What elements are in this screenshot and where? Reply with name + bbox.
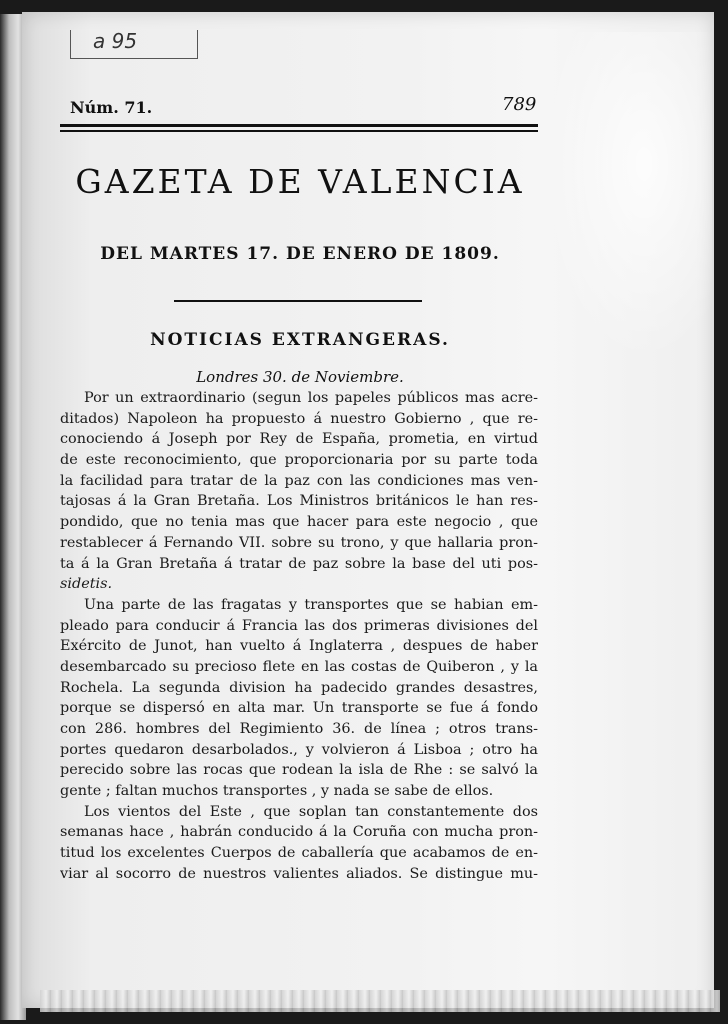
paragraph <box>60 802 538 885</box>
issue-date: DEL MARTES 17. DE ENERO DE 1809. <box>100 244 500 264</box>
header-rule-bottom <box>60 130 538 132</box>
text-line: ditados) Napoleon ha propuesto á nuestro Gobierno , que re- <box>60 410 538 427</box>
title-divider <box>174 300 422 302</box>
shelfmark-label: a 95 <box>70 30 198 59</box>
text-line: Los vientos del Este , que soplan tan constantemente dos <box>84 803 538 820</box>
text-line: de este reconocimiento, que proporcionaria por su parte toda <box>60 452 538 469</box>
text-line: sidetis. <box>60 576 113 593</box>
text-line: Por un extraordinario (segun los papeles públicos mas acre- <box>84 390 538 406</box>
text-line: ta á la Gran Bretaña á tratar de paz sobre la base del uti pos- <box>60 555 538 572</box>
paragraph <box>60 595 538 802</box>
text-line: titud los excelentes Cuerpos de caballería que acabamos de en- <box>60 845 538 862</box>
text-line: Rochela. La segunda division ha padecido grandes desastres, <box>60 679 538 696</box>
text-line: gente ; faltan muchos transportes , y nada se sabe de ellos. <box>60 783 494 800</box>
text-line: Exército de Junot, han vuelto á Inglaterra , despues de haber <box>60 638 538 655</box>
section-heading: NOTICIAS EXTRANGERAS. <box>150 330 450 350</box>
text-line: viar al socorro de nuestros valientes aliados. Se distingue mu- <box>60 865 538 882</box>
page-number: 789 <box>502 94 537 115</box>
text-line: tajosas á la Gran Bretaña. Los Ministros británicos le han res- <box>60 493 538 510</box>
dateline: Londres 30. de Noviembre. <box>196 368 404 386</box>
text-line: conociendo á Joseph por Rey de España, prometia, en virtud <box>60 431 538 448</box>
paper-stain <box>542 32 712 362</box>
text-line: desembarcado su precioso flete en las costas de Quiberon , y la <box>60 658 538 675</box>
issue-number: Núm. 71. <box>70 98 153 117</box>
text-line: pondido, que no tenia mas que hacer para este negocio , que <box>60 514 538 531</box>
text-line: pleado para conducir á Francia las dos primeras divisiones del <box>60 617 538 634</box>
text-line: restablecer á Fernando VII. sobre su trono, y que hallaria pron- <box>60 534 538 551</box>
paragraph <box>60 388 538 595</box>
text-line: perecido sobre las rocas que rodean la isla de Rhe : se salvó la <box>60 762 538 779</box>
text-line: semanas hace , habrán conducido á la Coruña con mucha pron- <box>60 824 538 841</box>
header-rule-top <box>60 124 538 127</box>
text-line: la facilidad para tratar de la paz con las condiciones mas ven- <box>60 472 538 489</box>
page-stack-edge <box>40 990 720 1012</box>
text-line: portes quedaron desarbolados., y volvieron á Lisboa ; otro ha <box>60 741 538 758</box>
newspaper-page <box>22 12 714 1008</box>
text-line: porque se dispersó en alta mar. Un transporte se fue á fondo <box>60 700 538 717</box>
newspaper-title: GAZETA DE VALENCIA <box>75 162 525 201</box>
text-line: con 286. hombres del Regimiento 36. de línea ; otros trans- <box>60 721 538 737</box>
text-line: Una parte de las fragatas y transportes que se habian em- <box>84 596 538 613</box>
article-body <box>60 388 538 885</box>
